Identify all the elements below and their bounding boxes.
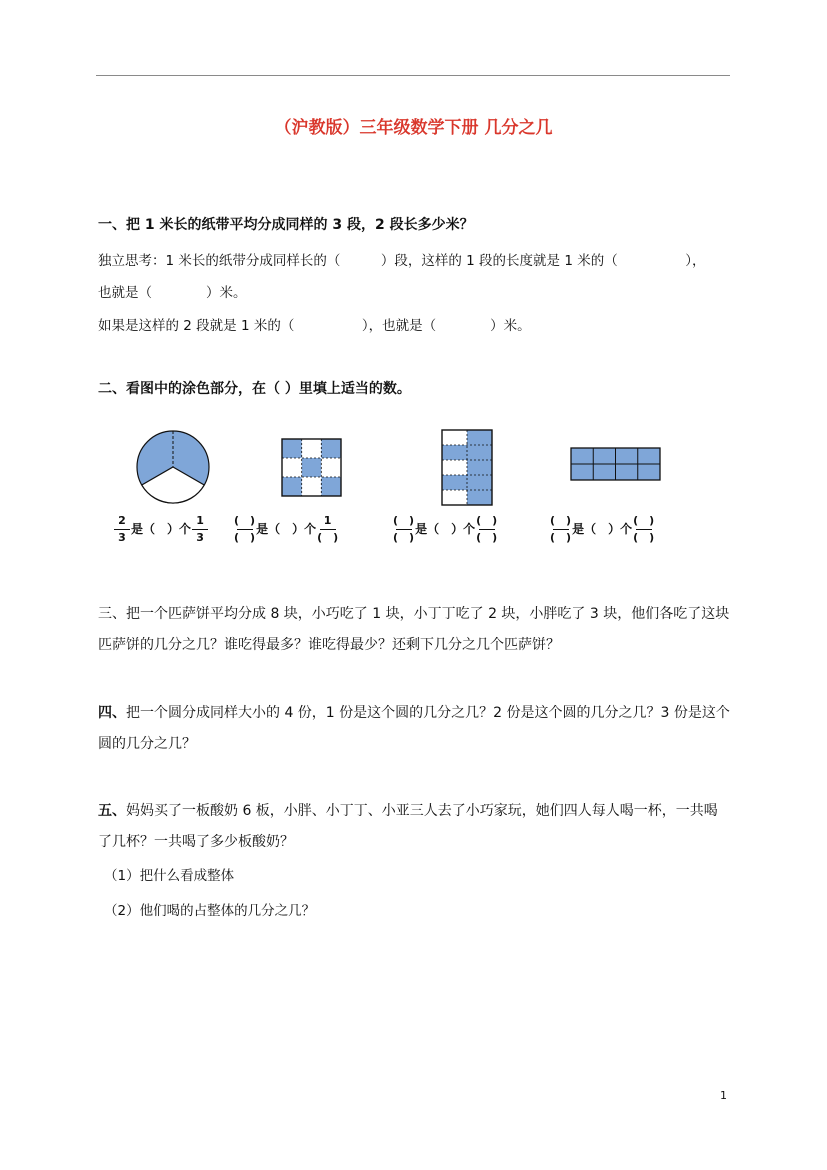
- q1-line2: 也就是（ ）米。: [98, 285, 247, 301]
- q5-sub2: （2）他们喝的占整体的几分之几？: [104, 903, 316, 919]
- q1-line1: 独立思考：1 米长的纸带分成同样长的（ ）段，这样的 1 段的长度就是 1 米的（ ），: [98, 253, 706, 269]
- figure4-label: [549, 514, 655, 545]
- label3-unit-numerator: ( ): [476, 514, 498, 527]
- label1-unit-numerator: 1: [196, 514, 204, 527]
- label3-numerator: ( ): [393, 514, 415, 527]
- q5-text: 妈妈买了一板酸奶 6 板，小胖、小丁丁、小亚三人去了小巧家玩，她们四人每人喝一杯，一共喝了几杯？一共喝了多少板酸奶？: [98, 803, 718, 850]
- label2-denominator: ( ): [234, 531, 256, 544]
- label2-unit-denominator: ( ): [317, 531, 339, 544]
- label1-unit-denominator: 3: [196, 531, 204, 544]
- q5-paragraph: [98, 796, 730, 858]
- q1-line3: 如果是这样的 2 段就是 1 米的（ ），也就是（ ）米。: [98, 318, 531, 334]
- figure1-label: [113, 514, 209, 545]
- q4-paragraph: [98, 698, 730, 760]
- label2-numerator: ( ): [234, 514, 256, 527]
- q5-sub1: （1）把什么看成整体: [104, 868, 235, 884]
- label4-denominator: ( ): [550, 531, 572, 544]
- q1-heading: 一、把 1 米长的纸带平均分成同样的 3 段，2 段长多少米？: [98, 217, 474, 233]
- figure3-label: [392, 514, 498, 545]
- header-rule: [96, 75, 730, 76]
- label3-denominator: ( ): [393, 531, 415, 544]
- label1-denominator: 3: [118, 531, 126, 544]
- label4-unit-numerator: ( ): [633, 514, 655, 527]
- label3-text: 是（ ）个: [415, 522, 476, 536]
- q4-label: 四、: [98, 705, 126, 721]
- page-title: （沪教版）三年级数学下册 几分之几: [274, 118, 553, 138]
- checker-square-figure: [281, 438, 342, 497]
- q4-text: 把一个圆分成同样大小的 4 份，1 份是这个圆的几分之几？2 份是这个圆的几分之几？3 份是这个圆的几分之几？: [98, 705, 730, 752]
- label1-numerator: 2: [118, 514, 126, 527]
- tall-rectangle-figure: [441, 429, 493, 506]
- label4-numerator: ( ): [550, 514, 572, 527]
- label3-unit-denominator: ( ): [476, 531, 498, 544]
- q3-text: 三、把一个匹萨饼平均分成 8 块，小巧吃了 1 块，小丁丁吃了 2 块，小胖吃了 3 块，他们各吃了这块匹萨饼的几分之几？谁吃得最多？谁吃得最少？还剩下几分之几个匹萨饼？: [98, 606, 730, 653]
- figure2-label: [233, 514, 339, 545]
- label4-text: 是（ ）个: [572, 522, 633, 536]
- grid-rectangle-figure: [570, 447, 661, 482]
- label2-unit-numerator: 1: [323, 514, 332, 527]
- page-number: 1: [720, 1089, 727, 1102]
- circle-thirds-figure: [136, 430, 210, 504]
- label1-text: 是（ ）个: [131, 522, 192, 536]
- label2-text: 是（ ）个: [256, 522, 317, 536]
- q5-label: 五、: [98, 803, 126, 819]
- q2-heading: 二、看图中的涂色部分，在（ ）里填上适当的数。: [98, 381, 411, 397]
- label4-unit-denominator: ( ): [633, 531, 655, 544]
